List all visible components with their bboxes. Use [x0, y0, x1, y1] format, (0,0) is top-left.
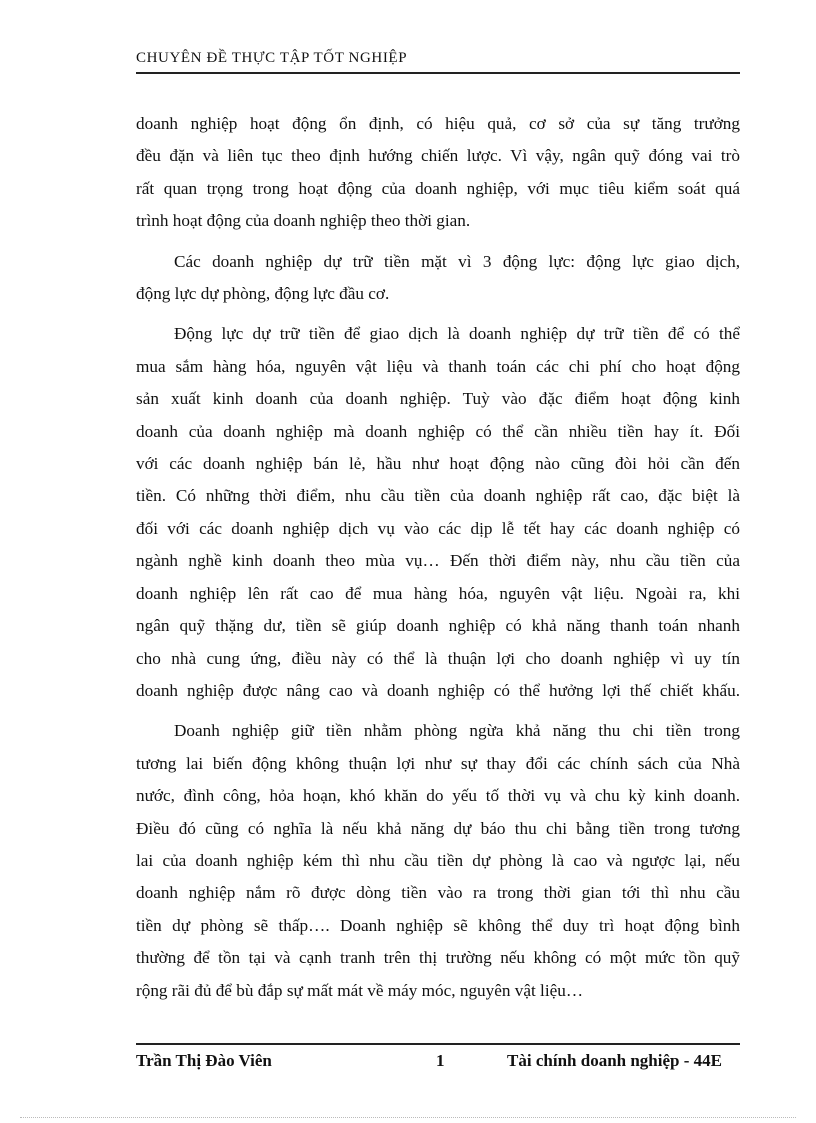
text-line: lai của doanh nghiệp kém thì nhu cầu tiền dự phòng là cao và ngược lại, nếu	[136, 850, 740, 870]
text-line: sản xuất kinh doanh của doanh nghiệp. Tuỳ vào đặc điểm hoạt động kinh	[136, 389, 740, 409]
text-line: động lực dự phòng, động lực đầu cơ.	[136, 284, 390, 304]
text-line: doanh của doanh nghiệp mà doanh nghiệp có thể cần nhiều tiền hay ít. Đối	[136, 421, 740, 441]
text-line: tương lai biến động không thuận lợi như sự thay đổi các chính sách của Nhà	[136, 753, 740, 773]
text-line: doanh nghiệp được nâng cao và doanh nghiệp có thể hưởng lợi thế chiết khấu.	[136, 680, 740, 700]
text-line: doanh nghiệp hoạt động ổn định, có hiệu quả, cơ sở của sự tăng trưởng	[136, 114, 740, 133]
text-line: tiền. Có những thời điểm, nhu cầu tiền của doanh nghiệp rất cao, đặc biệt là	[136, 486, 740, 506]
text-line: mua sắm hàng hóa, nguyên vật liệu và thanh toán các chi phí cho hoạt động	[136, 356, 740, 376]
text-line: doanh nghiệp nắm rõ được dòng tiền vào ra trong thời gian tới thì nhu cầu	[136, 883, 740, 903]
header-title: CHUYÊN ĐỀ THỰC TẬP TỐT NGHIỆP	[136, 50, 408, 66]
text-line: rộng rãi đủ để bù đắp sự mất mát về máy móc, nguyên vật liệu…	[136, 980, 584, 1000]
page-edge-divider	[20, 1117, 796, 1118]
text-line: đều đặn và liên tục theo định hướng chiến lược. Vì vậy, ngân quỹ đóng vai trò	[136, 146, 740, 166]
page-number: 1	[436, 1051, 445, 1070]
paragraph	[136, 318, 740, 707]
paragraph	[136, 715, 740, 1007]
paragraph	[136, 246, 740, 311]
text-line: tiền dự phòng sẽ thấp…. Doanh nghiệp sẽ không thể duy trì hoạt động bình	[136, 915, 740, 935]
text-line: với các doanh nghiệp bán lẻ, hầu như hoạt động nào cũng đòi hỏi cần đến	[136, 454, 740, 474]
footer-department: Tài chính doanh nghiệp - 44E	[507, 1051, 722, 1070]
text-line: nước, đình công, hỏa hoạn, khó khăn do yếu tố thời vụ và chu kỳ kinh doanh.	[136, 786, 740, 806]
page-footer	[136, 1043, 740, 1077]
paragraph	[136, 108, 740, 238]
text-line: trình hoạt động của doanh nghiệp theo thời gian.	[136, 211, 471, 231]
document-body	[136, 108, 740, 1015]
text-line: ngân quỹ thặng dư, tiền sẽ giúp doanh nghiệp có khả năng thanh toán nhanh	[136, 616, 740, 636]
text-line: Các doanh nghiệp dự trữ tiền mặt vì 3 động lực: động lực giao dịch,	[174, 251, 740, 271]
text-line: doanh nghiệp lên rất cao để mua hàng hóa, nguyên vật liệu. Ngoài ra, khi	[136, 583, 740, 603]
text-line: cho nhà cung ứng, điều này có thể là thuận lợi cho doanh nghiệp vì uy tín	[136, 648, 740, 668]
page-header	[136, 50, 740, 74]
text-line: đối với các doanh nghiệp dịch vụ vào các dịp lễ tết hay các doanh nghiệp có	[136, 518, 740, 538]
text-line: Doanh nghiệp giữ tiền nhằm phòng ngừa khả năng thu chi tiền trong	[174, 721, 740, 741]
text-line: Động lực dự trữ tiền để giao dịch là doanh nghiệp dự trữ tiền để có thể	[174, 324, 740, 344]
text-line: ngành nghề kinh doanh theo mùa vụ… Đến thời điểm này, nhu cầu tiền của	[136, 551, 740, 571]
text-line: Điều đó cũng có nghĩa là nếu khả năng dự báo thu chi bằng tiền trong tương	[136, 818, 740, 838]
footer-author: Trần Thị Đào Viên	[136, 1051, 272, 1070]
text-line: thường để tồn tại và cạnh tranh trên thị trường nếu không có một mức tồn quỹ	[136, 948, 740, 968]
text-line: rất quan trọng trong hoạt động của doanh nghiệp, với mục tiêu kiểm soát quá	[136, 178, 740, 198]
